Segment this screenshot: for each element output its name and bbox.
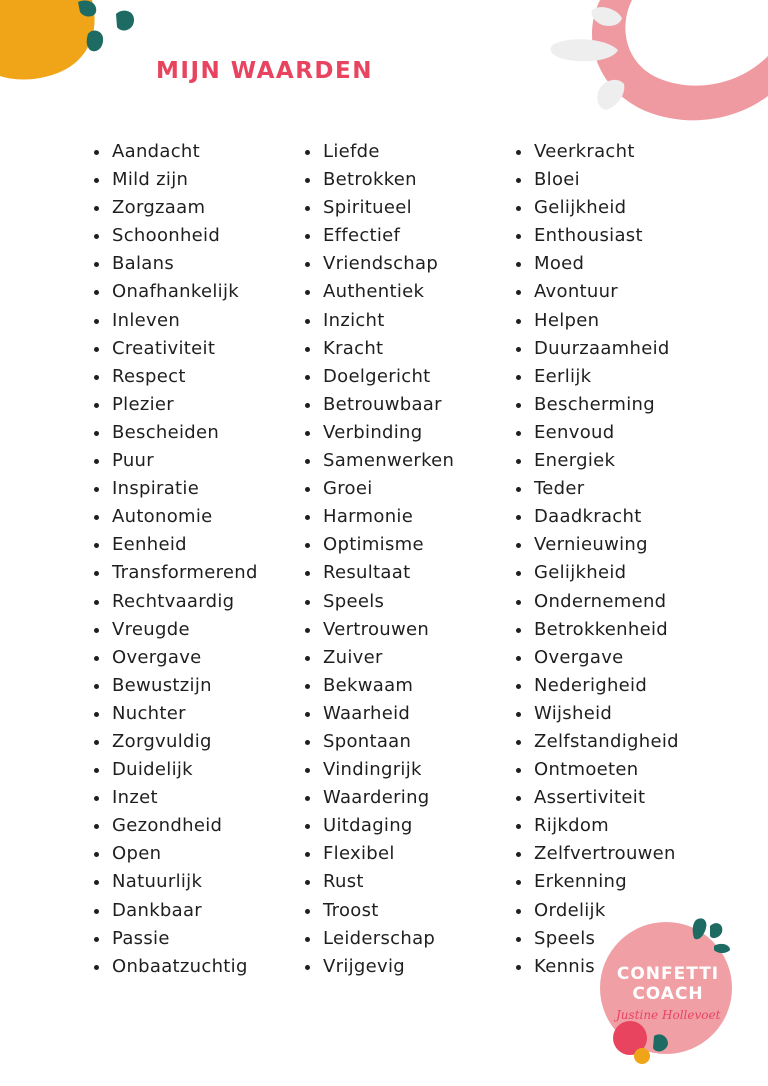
value-item: Zelfvertrouwen <box>516 840 679 868</box>
value-item: Veerkracht <box>516 138 679 166</box>
value-item: Eerlijk <box>516 363 679 391</box>
value-item: Kennis <box>516 953 679 981</box>
value-item: Respect <box>94 363 258 391</box>
value-item: Energiek <box>516 447 679 475</box>
value-item: Onbaatzuchtig <box>94 953 258 981</box>
value-item: Dankbaar <box>94 897 258 925</box>
logo-line-2: COACH <box>632 984 704 1004</box>
value-item: Flexibel <box>305 840 454 868</box>
value-item: Waarheid <box>305 700 454 728</box>
value-item: Waardering <box>305 784 454 812</box>
value-item: Leiderschap <box>305 925 454 953</box>
value-item: Duurzaamheid <box>516 335 679 363</box>
value-item: Schoonheid <box>94 222 258 250</box>
value-item: Inzet <box>94 784 258 812</box>
value-item: Vernieuwing <box>516 531 679 559</box>
value-item: Speels <box>516 925 679 953</box>
value-item: Gezondheid <box>94 812 258 840</box>
value-item: Passie <box>94 925 258 953</box>
value-item: Groei <box>305 475 454 503</box>
value-item: Erkenning <box>516 868 679 896</box>
value-item: Nuchter <box>94 700 258 728</box>
value-item: Liefde <box>305 138 454 166</box>
value-item: Doelgericht <box>305 363 454 391</box>
teal-confetti-shape <box>710 923 722 938</box>
value-item: Vertrouwen <box>305 616 454 644</box>
value-item: Uitdaging <box>305 812 454 840</box>
value-item: Wijsheid <box>516 700 679 728</box>
value-item: Ordelijk <box>516 897 679 925</box>
value-item: Helpen <box>516 307 679 335</box>
value-item: Inzicht <box>305 307 454 335</box>
value-item: Onafhankelijk <box>94 278 258 306</box>
value-item: Betrokken <box>305 166 454 194</box>
value-item: Vriendschap <box>305 250 454 278</box>
value-item: Effectief <box>305 222 454 250</box>
value-item: Harmonie <box>305 503 454 531</box>
value-item: Verbinding <box>305 419 454 447</box>
value-item: Vindingrijk <box>305 756 454 784</box>
value-item: Rust <box>305 868 454 896</box>
value-item: Ondernemend <box>516 588 679 616</box>
value-item: Avontuur <box>516 278 679 306</box>
white-leaf-shape <box>597 80 624 110</box>
value-item: Spiritueel <box>305 194 454 222</box>
value-item: Open <box>94 840 258 868</box>
value-item: Zorgvuldig <box>94 728 258 756</box>
value-item: Inleven <box>94 307 258 335</box>
value-item: Overgave <box>516 644 679 672</box>
value-item: Betrouwbaar <box>305 391 454 419</box>
teal-leaf-shape <box>87 31 103 52</box>
logo-signature: Justine Hollevoet <box>616 1008 721 1022</box>
value-item: Daadkracht <box>516 503 679 531</box>
value-item: Zelfstandigheid <box>516 728 679 756</box>
value-item: Transformerend <box>94 559 258 587</box>
orange-confetti-shape <box>634 1048 650 1064</box>
value-item: Gelijkheid <box>516 559 679 587</box>
value-item: Troost <box>305 897 454 925</box>
value-item: Zorgzaam <box>94 194 258 222</box>
value-item: Eenheid <box>94 531 258 559</box>
confetti-coach-logo <box>598 912 748 1072</box>
value-item: Natuurlijk <box>94 868 258 896</box>
value-item: Balans <box>94 250 258 278</box>
value-item: Puur <box>94 447 258 475</box>
value-item: Bescheiden <box>94 419 258 447</box>
top-left-decoration <box>0 0 140 90</box>
value-item: Rijkdom <box>516 812 679 840</box>
value-item: Bescherming <box>516 391 679 419</box>
value-item: Zuiver <box>305 644 454 672</box>
value-item: Mild zijn <box>94 166 258 194</box>
teal-leaf-shape <box>116 11 134 31</box>
value-item: Duidelijk <box>94 756 258 784</box>
value-item: Inspiratie <box>94 475 258 503</box>
value-item: Nederigheid <box>516 672 679 700</box>
values-column-3 <box>516 138 679 981</box>
values-column-1 <box>94 138 258 981</box>
value-item: Rechtvaardig <box>94 588 258 616</box>
value-item: Gelijkheid <box>516 194 679 222</box>
value-item: Autonomie <box>94 503 258 531</box>
value-item: Creativiteit <box>94 335 258 363</box>
value-item: Ontmoeten <box>516 756 679 784</box>
top-right-decoration <box>540 0 768 130</box>
value-item: Resultaat <box>305 559 454 587</box>
values-column-2 <box>305 138 454 981</box>
value-item: Vrijgevig <box>305 953 454 981</box>
value-item: Authentiek <box>305 278 454 306</box>
value-item: Aandacht <box>94 138 258 166</box>
value-item: Vreugde <box>94 616 258 644</box>
value-item: Enthousiast <box>516 222 679 250</box>
value-item: Betrokkenheid <box>516 616 679 644</box>
value-item: Speels <box>305 588 454 616</box>
value-item: Optimisme <box>305 531 454 559</box>
value-item: Bloei <box>516 166 679 194</box>
value-item: Spontaan <box>305 728 454 756</box>
value-item: Samenwerken <box>305 447 454 475</box>
value-item: Eenvoud <box>516 419 679 447</box>
value-item: Moed <box>516 250 679 278</box>
value-item: Kracht <box>305 335 454 363</box>
logo-line-1: CONFETTI <box>616 964 720 984</box>
value-item: Plezier <box>94 391 258 419</box>
value-item: Teder <box>516 475 679 503</box>
value-item: Overgave <box>94 644 258 672</box>
page-title: MIJN WAARDEN <box>156 58 373 84</box>
teal-confetti-shape <box>714 944 730 953</box>
value-item: Bewustzijn <box>94 672 258 700</box>
value-item: Assertiviteit <box>516 784 679 812</box>
value-item: Bekwaam <box>305 672 454 700</box>
